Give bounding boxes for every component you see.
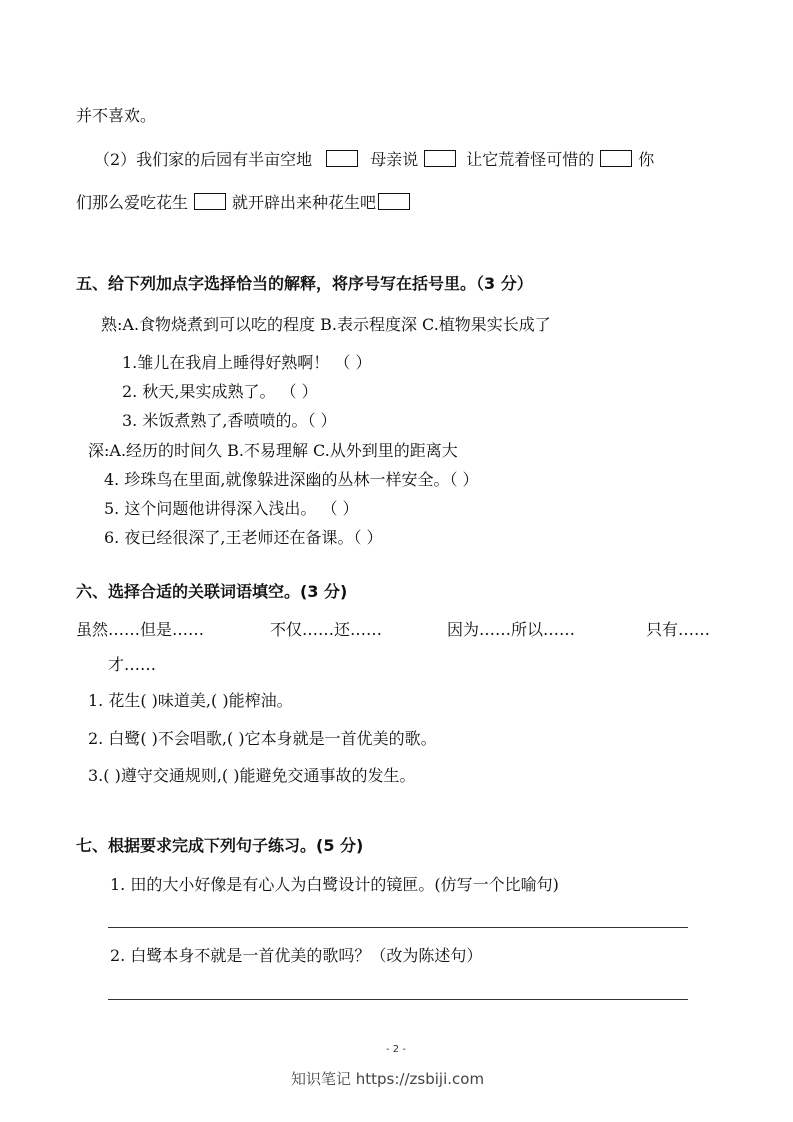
punctuation-box[interactable] <box>600 150 632 167</box>
punctuation-box[interactable] <box>194 193 226 210</box>
fill-question-3: 3.( )遵守交通规则,( )能避免交通事故的发生。 <box>88 766 416 785</box>
punctuation-box[interactable] <box>424 150 456 167</box>
text-segment: 就开辟出来种花生吧 <box>232 193 377 212</box>
answer-line-1[interactable] <box>108 927 688 928</box>
question-4: 4. 珍珠鸟在里面,就像躲进深幽的丛林一样安全。（ ） <box>104 470 479 489</box>
section-5-heading: 五、给下列加点字选择恰当的解释，将序号写在括号里。（3 分） <box>76 274 533 293</box>
question-2: 2. 秋天,果实成熟了。 （ ） <box>122 382 318 401</box>
text-segment: 让它荒着怪可惜的 <box>466 150 595 169</box>
conjunction-option-3: 因为……所以…… <box>447 620 576 639</box>
fill-question-1: 1. 花生( )味道美,( )能榨油。 <box>88 691 293 710</box>
question-6: 6. 夜已经很深了,王老师还在备课。（ ） <box>104 528 383 547</box>
conjunction-option-2: 不仅……还…… <box>270 620 383 639</box>
conjunction-option-4: 只有…… <box>646 620 711 639</box>
sentence-question-1: 1. 田的大小好像是有心人为白鹭设计的镜匣。(仿写一个比喻句) <box>110 875 559 894</box>
punctuation-exercise-line-3 <box>76 193 416 211</box>
punctuation-exercise-line-2 <box>94 150 654 168</box>
definition-shu: 熟:A.食物烧煮到可以吃的程度 B.表示程度深 C.植物果实长成了 <box>101 315 551 334</box>
conjunction-option-4-wrap: 才…… <box>108 655 157 674</box>
answer-line-2[interactable] <box>108 999 688 1000</box>
conjunction-option-1: 虽然……但是…… <box>76 620 205 639</box>
question-3: 3. 米饭煮熟了,香喷喷的。（ ） <box>122 411 337 430</box>
text-segment: 你 <box>638 150 655 169</box>
text-segment: 母亲说 <box>370 150 419 169</box>
section-7-heading: 七、根据要求完成下列句子练习。(5 分) <box>76 836 364 855</box>
text-segment: （2）我们家的后园有半亩空地 <box>94 150 313 169</box>
text-segment: 们那么爱吃花生 <box>76 193 189 212</box>
definition-shen: 深:A.经历的时间久 B.不易理解 C.从外到里的距离大 <box>88 441 458 460</box>
section-6-heading: 六、选择合适的关联词语填空。(3 分) <box>76 582 348 601</box>
question-5: 5. 这个问题他讲得深入浅出。 （ ） <box>104 499 359 518</box>
page-number: - 2 - <box>386 1044 406 1055</box>
fill-question-2: 2. 白鹭( )不会唱歌,( )它本身就是一首优美的歌。 <box>88 729 437 748</box>
punctuation-box[interactable] <box>326 150 358 167</box>
footer-link[interactable]: 知识笔记 https://zsbiji.com <box>291 1070 485 1088</box>
sentence-question-2: 2. 白鹭本身不就是一首优美的歌吗？（改为陈述句） <box>110 946 483 965</box>
question-1: 1.雏儿在我肩上睡得好熟啊！ （ ） <box>122 353 372 372</box>
continued-text: 并不喜欢。 <box>76 106 157 125</box>
punctuation-box[interactable] <box>378 193 410 210</box>
